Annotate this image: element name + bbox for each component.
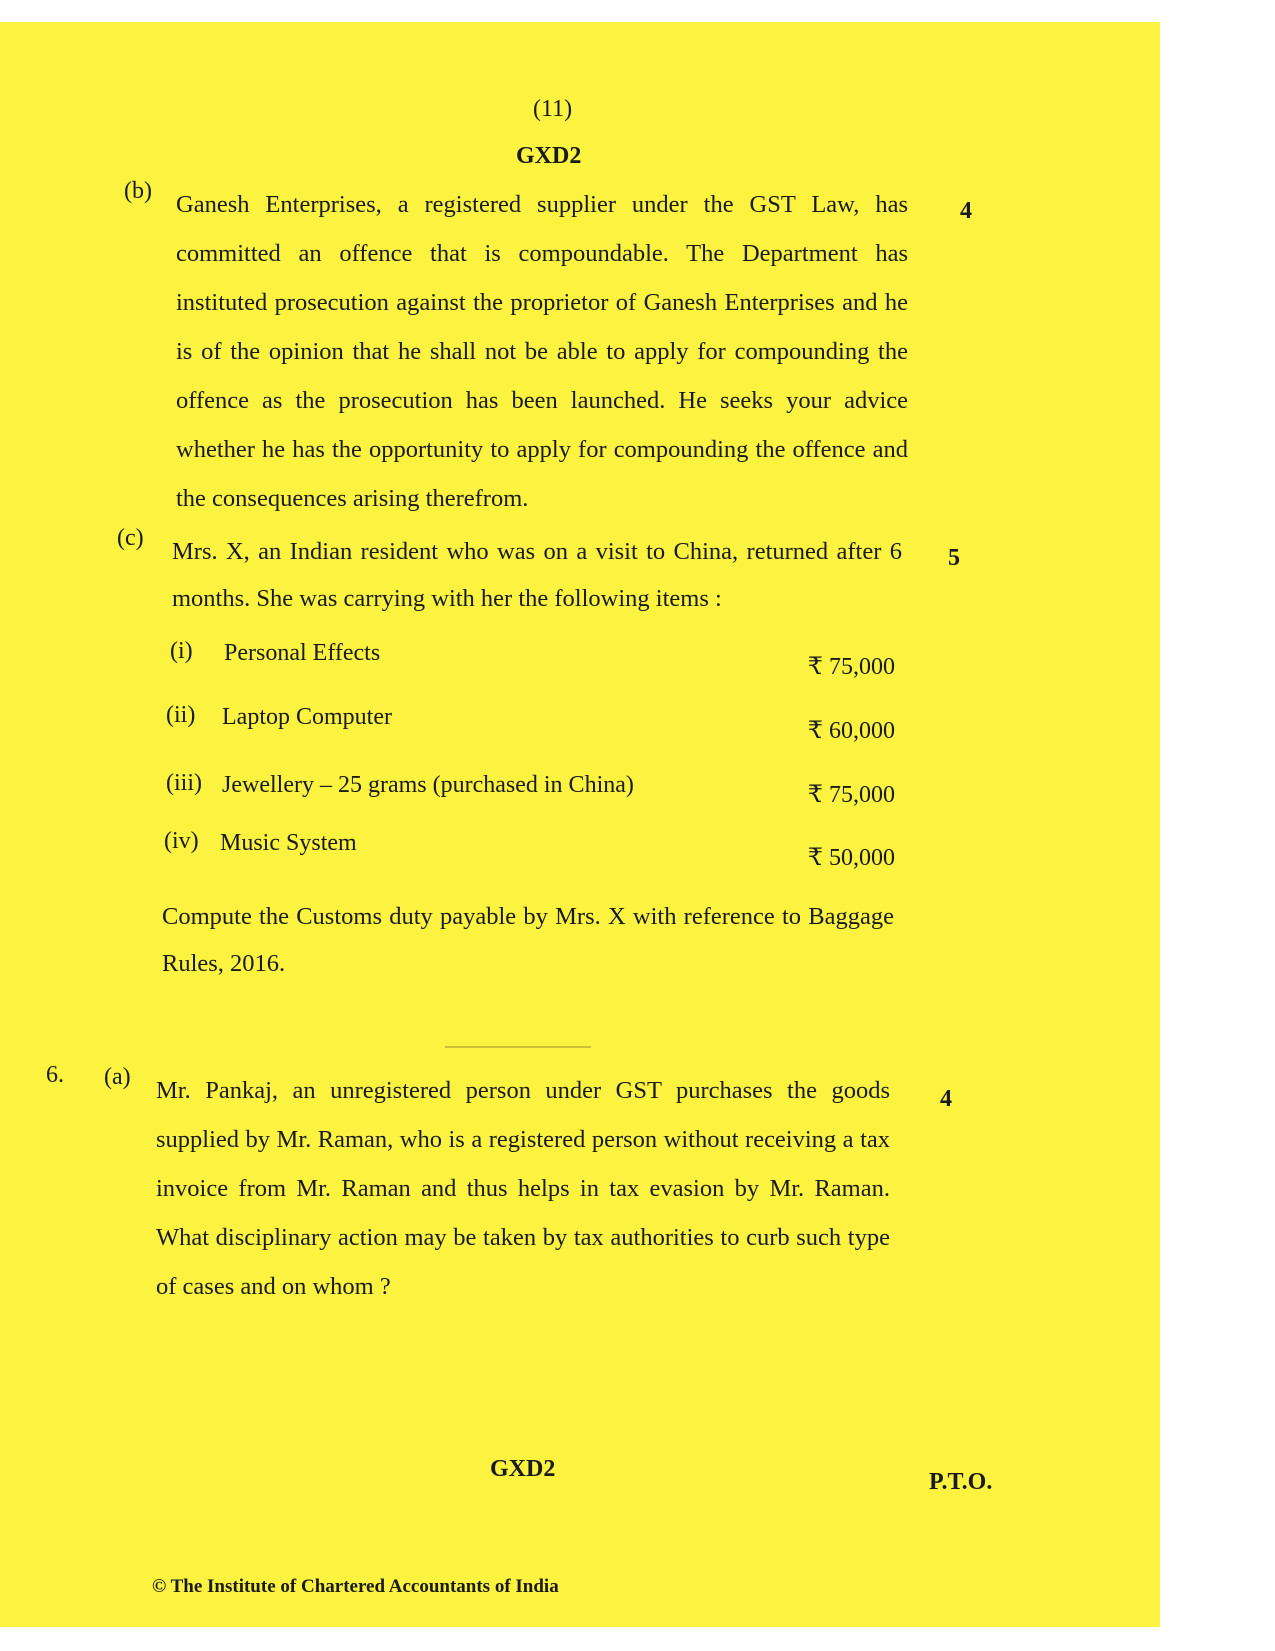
item-number: (iv) — [164, 828, 199, 854]
section-divider — [445, 1046, 591, 1048]
item-name: Jewellery – 25 grams (purchased in China) — [222, 772, 634, 798]
question-c-conclusion: Compute the Customs duty payable by Mrs. X with reference to Baggage Rules, 2016. — [162, 903, 894, 977]
item-name: Personal Effects — [224, 640, 381, 666]
question-b-label: (b) — [124, 178, 152, 204]
item-number: (i) — [170, 638, 193, 664]
page-number: (11) — [533, 96, 573, 122]
question-6a-marks: 4 — [940, 1086, 952, 1112]
item-number: (iii) — [166, 770, 202, 796]
question-b-marks: 4 — [960, 198, 972, 224]
item-name: Laptop Computer — [222, 704, 392, 730]
item-amount: ₹ 75,000 — [807, 782, 895, 808]
question-c-marks: 5 — [948, 545, 960, 571]
question-c-label: (c) — [117, 525, 144, 551]
question-6a-text: Mr. Pankaj, an unregistered person under GST purchases the goods supplied by Mr. Raman, who is a registered person without receiving a tax invoice from Mr. Raman and thus helps in tax evasion by Mr. Raman. What disciplinary action may be taken by tax authorities to curb such type of cases and on whom ? — [156, 1077, 890, 1300]
item-number: (ii) — [166, 702, 196, 728]
item-name: Music System — [220, 830, 357, 856]
item-amount: ₹ 50,000 — [807, 845, 895, 871]
question-c-intro: Mrs. X, an Indian resident who was on a visit to China, returned after 6 months. She was carrying with her the following items : — [172, 538, 902, 612]
paper-code-footer: GXD2 — [490, 1456, 556, 1482]
question-b-text: Ganesh Enterprises, a registered supplier under the GST Law, has committed an offence that is compoundable. The Department has instituted prosecution against the proprietor of Ganesh Enterprises and he is of the opinion that he shall not be able to apply for compounding the offence as the prosecution has been launched. He seeks your advice whether he has the opportunity to apply for compounding the offence and the consequences arising therefrom. — [176, 191, 908, 512]
pto-label: P.T.O. — [929, 1469, 993, 1495]
question-6-number: 6. — [46, 1062, 64, 1088]
item-amount: ₹ 60,000 — [807, 718, 895, 744]
question-6a-label: (a) — [104, 1064, 131, 1090]
item-amount: ₹ 75,000 — [807, 654, 895, 680]
paper-code-header: GXD2 — [516, 143, 582, 169]
copyright-notice: © The Institute of Chartered Accountants of India — [152, 1576, 559, 1597]
